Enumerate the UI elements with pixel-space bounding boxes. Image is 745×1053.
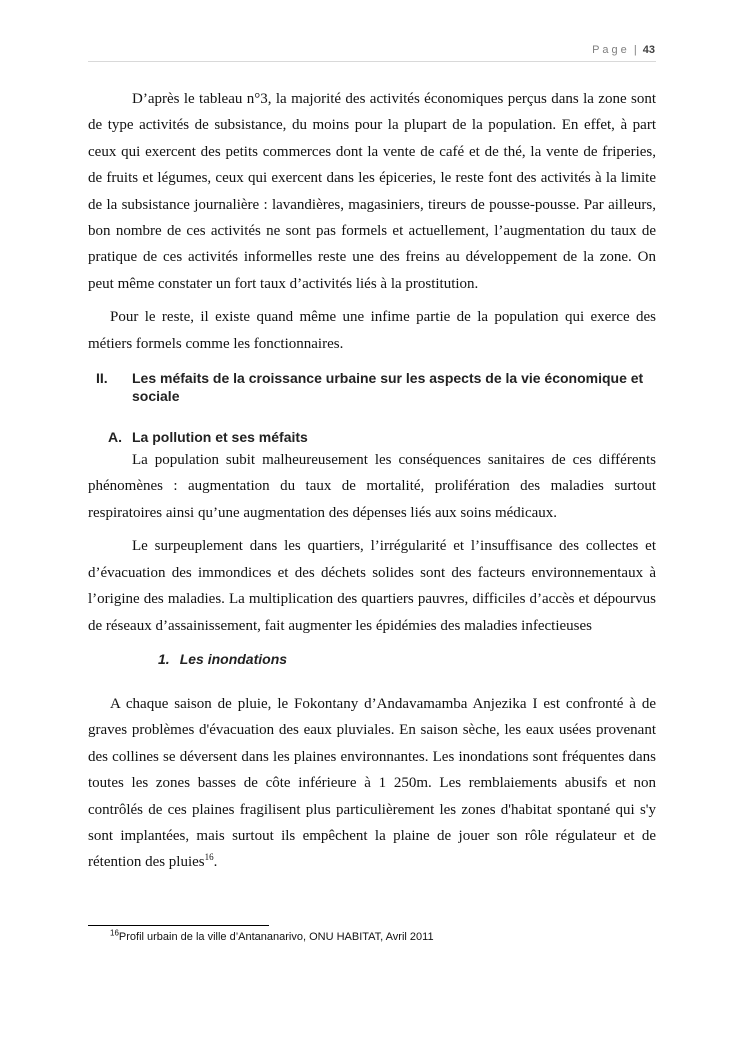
- subsection-letter: A.: [108, 429, 122, 446]
- paragraph-health-consequences: La population subit malheureusement les conséquences sanitaires de ces différents phénomènes : augmentation du taux de mortalité, prolifération des maladies surtout respiratoires ainsi qu’une augmentation des dépenses liés aux soins médicaux.: [88, 452, 656, 521]
- header-rule: [88, 61, 656, 62]
- page-body: [88, 86, 656, 876]
- item-number: 1.: [158, 650, 170, 667]
- subsection-title: La pollution et ses méfaits: [132, 429, 308, 446]
- section-title: Les méfaits de la croissance urbaine sur les aspects de la vie économique et sociale: [132, 370, 644, 405]
- footnote-reference[interactable]: 16: [204, 852, 214, 863]
- item-title: Les inondations: [179, 650, 288, 667]
- floods-text-end: .: [213, 854, 218, 871]
- footnote-rule: [88, 925, 269, 926]
- header-separator: |: [633, 44, 637, 56]
- subsection-heading: [88, 427, 656, 447]
- page-header: [592, 44, 655, 56]
- page-label: Page: [592, 44, 630, 56]
- item-heading: [88, 649, 656, 669]
- paragraph-floods: [88, 691, 656, 876]
- floods-text: A chaque saison de pluie, le Fokontany d’Andavamamba Anjezika I est confronté à de graves problèmes d'évacuation des eaux pluviales. En saison sèche, les eaux usées provenant des collines se déversent dans les plaines environnantes. Les inondations sont fréquentes dans toutes les zones basses de côte inférieure à 1 250m. Les remblaiements abusifs et non contrôlés de ces plaines fragilisent plus particulièrement les zones d'habitat spontané qui s'y sont implantées, mais surtout ils empêchent la plaine de jouer son rôle régulateur et de rétention des pluies: [88, 695, 656, 871]
- section-heading: [88, 369, 656, 405]
- footnote-text: Profil urbain de la ville d’Antananarivo, ONU HABITAT, Avril 2011: [118, 931, 434, 943]
- paragraph-formal-jobs: Pour le reste, il existe quand même une infime partie de la population qui exerce des métiers formels comme les fonctionnaires.: [88, 309, 656, 352]
- section-number: II.: [96, 370, 108, 387]
- footnote-number: 16: [110, 928, 119, 938]
- paragraph-overcrowding: Le surpeuplement dans les quartiers, l’irrégularité et l’insuffisance des collectes et d’évacuation des immondices et des déchets solides sont des facteurs environnementaux à l’origine des maladies. La multiplication des quartiers pauvres, difficiles d’accès et dépourvus de réseaux d’assainissement, fait augmenter les épidémies des maladies infectieuses: [88, 538, 656, 634]
- page-number: 43: [642, 44, 655, 56]
- paragraph-activities: D’après le tableau n°3, la majorité des activités économiques perçus dans la zone sont de type activités de subsistance, du moins pour la plupart de la population. En effet, à part ceux qui exercent des petits commerces dont la vente de café et de thé, la vente de friperies, de fruits et légumes, ceux qui exercent dans les épiceries, le reste font des activités à la limite de la subsistance journalière : lavandières, magasiniers, tireurs de pousse-pousse. Par ailleurs, bon nombre de ces activités ne sont pas formels et actuellement, l’augmentation du taux de pratique de ces activités informelles reste une des freins au développement de la zone. On peut même constater un fort taux d’activités liés à la prostitution.: [88, 91, 656, 292]
- footnote: [110, 928, 434, 943]
